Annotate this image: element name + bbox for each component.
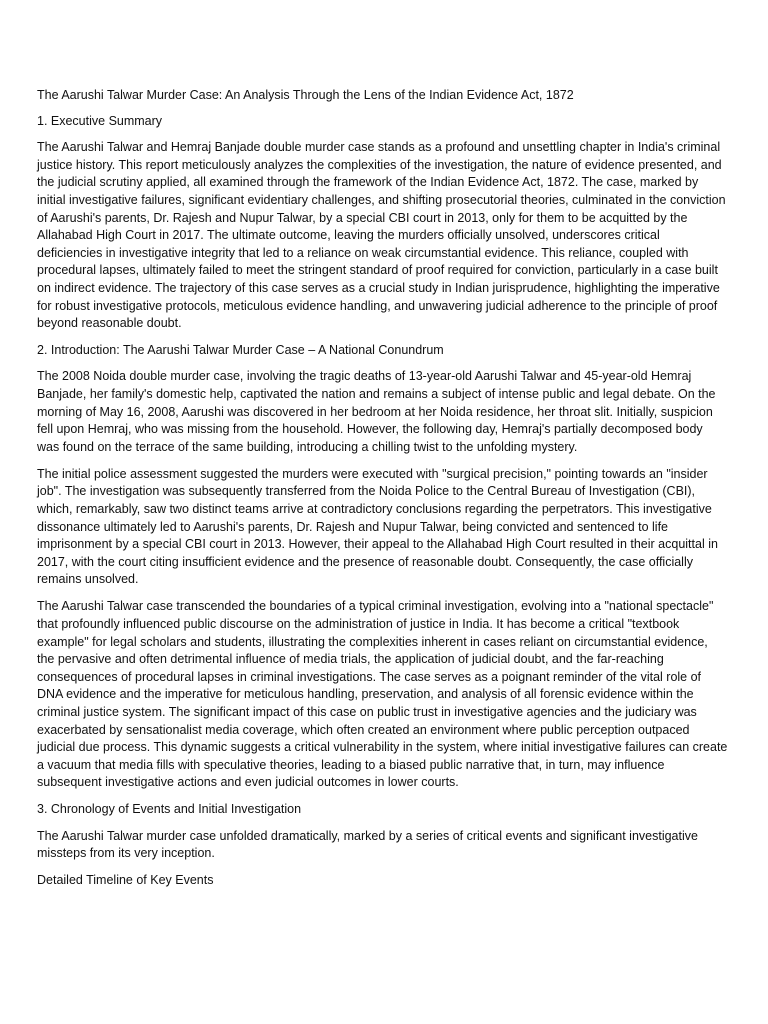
section-heading: 2. Introduction: The Aarushi Talwar Murder Case – A National Conundrum (37, 343, 444, 358)
paragraph: The Aarushi Talwar and Hemraj Banjade double murder case stands as a profound and unsettling chapter in India's criminal justice history. This report meticulously analyzes the complexities of the investigation, the nature of evidence presented, and the judicial scrutiny applied, all examined through the framework of the Indian Evidence Act, 1872. The case, marked by initial investigative failures, significant evidentiary challenges, and shifting prosecutorial theories, culminated in the conviction of Aarushi's parents, Dr. Rajesh and Nupur Talwar, by a special CBI court in 2013, only for them to be acquitted by the Allahabad High Court in 2017. The ultimate outcome, leaving the murders officially unsolved, underscores critical deficiencies in investigative integrity that led to a reliance on weak circumstantial evidence. This reliance, coupled with procedural lapses, ultimately failed to meet the stringent standard of proof required for conviction, particularly in a case built on indirect evidence. The trajectory of this case serves as a crucial study in Indian jurisprudence, highlighting the imperative for robust investigative protocols, meticulous evidence handling, and unwavering judicial adherence to the principle of proof beyond reasonable doubt. (37, 140, 726, 331)
paragraph: The Aarushi Talwar murder case unfolded dramatically, marked by a series of critical events and significant investigative missteps from its very inception. (37, 828, 698, 861)
section-heading: 1. Executive Summary (37, 114, 163, 129)
paragraph: The initial police assessment suggested the murders were executed with "surgical precision," pointing towards an "insider job". The investigation was subsequently transferred from the Noida Police to the Central Bureau of Investigation (CBI), which, remarkably, saw two distinct teams arrive at contradictory conclusions regarding the perpetrators. This investigative dissonance ultimately led to Aarushi's parents, Dr. Rajesh and Nupur Talwar, being convicted and sentenced to life imprisonment by a special CBI court in 2013. However, their appeal to the Allahabad High Court resulted in their acquittal in 2017, with the court citing insufficient evidence and the presence of reasonable doubt. Consequently, the case officially remains unsolved. (37, 466, 718, 587)
subsection-heading: Detailed Timeline of Key Events (37, 873, 214, 888)
document-title: The Aarushi Talwar Murder Case: An Analysis Through the Lens of the Indian Evidence Act, 1872 (37, 88, 574, 102)
paragraph: The 2008 Noida double murder case, involving the tragic deaths of 13-year-old Aarushi Talwar and 45-year-old Hemraj Banjade, her family's domestic help, captivated the nation and remains a subject of intense public and legal debate. On the morning of May 16, 2008, Aarushi was discovered in her bedroom at her Noida residence, her throat slit. Initially, suspicion fell upon Hemraj, who was missing from the household. However, the following day, Hemraj's partially decomposed body was found on the terrace of the same building, introducing a chilling twist to the unfolding mystery. (37, 369, 716, 454)
paragraph: The Aarushi Talwar case transcended the boundaries of a typical criminal investigation, evolving into a "national spectacle" that profoundly influenced public discourse on the administration of justice in India. It has become a critical "textbook example" for legal scholars and students, illustrating the complexities inherent in cases reliant on circumstantial evidence, the pervasive and often detrimental influence of media trials, the application of judicial doubt, and the far-reaching consequences of procedural lapses in criminal investigations. The case serves as a poignant reminder of the vital role of DNA evidence and the imperative for meticulous handling, preservation, and analysis of all forensic evidence within the criminal justice system. The significant impact of this case on public trust in investigative agencies and the judiciary was exacerbated by sensationalist media coverage, which often created an environment where public perception outpaced judicial due process. This dynamic suggests a critical vulnerability in the system, where initial investigative failures can create a vacuum that media fills with speculative theories, leading to a biased public narrative that, in turn, may influence subsequent investigative actions and even judicial outcomes in lower courts. (37, 599, 728, 790)
section-heading: 3. Chronology of Events and Initial Investigation (37, 802, 302, 817)
